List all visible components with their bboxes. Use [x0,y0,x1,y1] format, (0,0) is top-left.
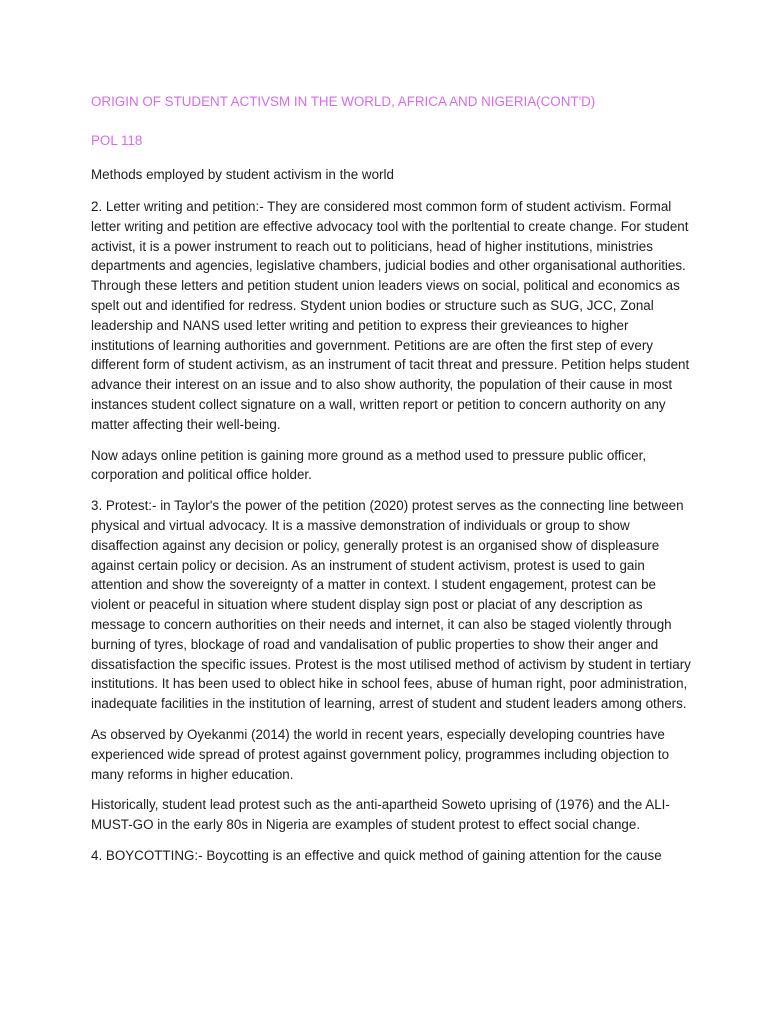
paragraph-boycotting: 4. BOYCOTTING:- Boycotting is an effective and quick method of gaining attention for the cause [91,847,662,863]
course-code: POL 118 [91,133,143,148]
paragraph-historically: Historically, student lead protest such as the anti-apartheid Soweto uprising of (1976) and the ALI-MUST-GO in the early 80s in Nigeria are examples of student protest to effect social change. [91,797,670,833]
paragraph-oyekanmi: As observed by Oyekanmi (2014) the world in recent years, especially developing countries have experienced wide spread of protest against government policy, programmes including objection to many reforms in higher education. [91,726,670,782]
paragraph-letter-writing: 2. Letter writing and petition:- They are considered most common form of student activism. Formal letter writing and petition are effective advocacy tool with the porltential to create change. For student activist, it is a power instrument to reach out to politicians, head of higher institutions, ministries departments and agencies, legislative chambers, judicial bodies and other organisational authorities. Through these letters and petition student union leaders views on social, political and economics as spelt out and identified for redress. Stydent union bodies or structure such as SUG, JCC, Zonal leadership and NANS used letter writing and petition to express their grevieances to higher institutions of learning authorities and government. Petitions are are often the first step of every different form of student activism, as an instrument of tacit threat and pressure. Petition helps student advance their interest on an issue and to also show authority, the population of their cause in most instances student collect signature on a wall, written report or petition to concern authority on any matter affecting their well-being. [91,199,690,432]
paragraph-protest: 3. Protest:- in Taylor's the power of the petition (2020) protest serves as the connecting line between physical and virtual advocacy. It is a massive demonstration of individuals or group to show disaffection against any decision or policy, generally protest is an organised show of displeasure against certain policy or decision. As an instrument of student activism, protest is used to gain attention and show the sovereignty of a matter in context. I student engagement, protest can be violent or peaceful in situation where student display sign post or placiat of any description as message to concern authorities on their needs and internet, it can also be staged violently through burning of tyres, blockage of road and vandalisation of public properties to show their anger and dissatisfaction the specific issues. Protest is the most utilised method of activism by student in tertiary institutions. It has been used to oblect hike in school fees, abuse of human right, poor administration, inadequate facilities in the institution of learning, arrest of student and student leaders among others. [91,498,691,712]
section-heading: Methods employed by student activism in the world [91,167,394,182]
document-title: ORIGIN OF STUDENT ACTIVSM IN THE WORLD, AFRICA AND NIGERIA(CONT'D) [91,94,596,109]
document-page [91,92,691,877]
paragraph-online-petition: Now adays online petition is gaining more ground as a method used to pressure public officer, corporation and political office holder. [91,447,647,483]
